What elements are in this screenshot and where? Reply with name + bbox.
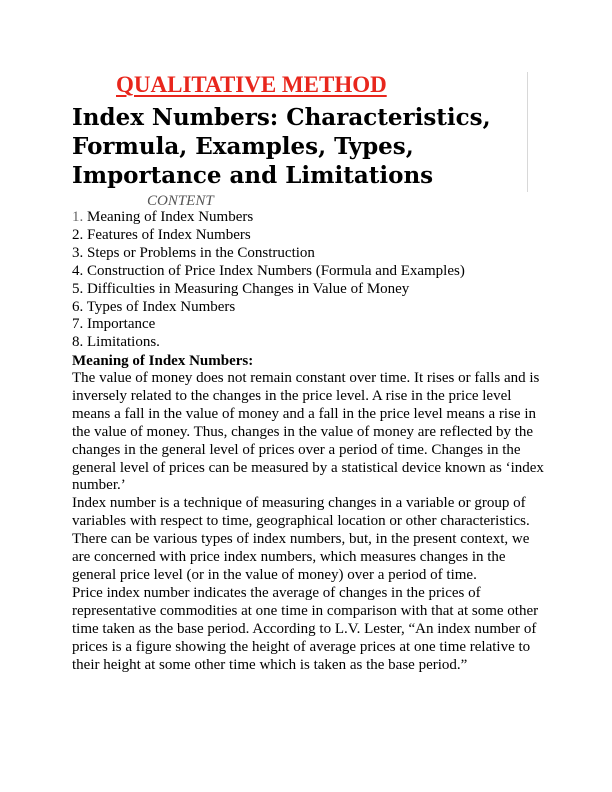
contents-item-number: 4. — [72, 262, 84, 279]
contents-item-text: Difficulties in Measuring Changes in Value of Money — [87, 280, 410, 297]
contents-item-number: 6. — [72, 298, 84, 315]
contents-list — [72, 209, 542, 352]
paragraph: Price index number indicates the average of changes in the prices of representative commodities at one time in comparison with that at some other time taken as the base period. According to L.V. Lester, “An index number of prices is a figure showing the height of average prices at one time relative to their height at some other time which is taken as the base period.” — [72, 584, 539, 673]
body-text — [72, 370, 544, 674]
page-title: Index Numbers: Characteristics, Formula, Examples, Types, Importance and Limitations — [72, 104, 491, 189]
contents-item — [72, 209, 542, 227]
contents-item — [72, 227, 542, 245]
paragraph: The value of money does not remain constant over time. It rises or falls and is inversely related to the changes in the price level. A rise in the price level means a fall in the value of money and a fall in the price level means a rise in the value of money. Thus, changes in the value of money are reflected by the changes in the general level of prices over a period of time. Changes in the general level of prices can be measured by a statistical device known as ‘index number.’ — [72, 370, 544, 494]
contents-item — [72, 316, 542, 334]
paragraph: Index number is a technique of measuring changes in a variable or group of variables with respect to time, geographical location or other characteristics. There can be various types of index numbers, but, in the present context, we are concerned with price index numbers, which measures changes in the general price level (or in the value of money) over a period of time. — [72, 495, 530, 583]
contents-item — [72, 263, 542, 281]
contents-item-text: Importance — [87, 316, 156, 333]
contents-item-text: Limitations. — [87, 334, 160, 351]
contents-label: CONTENT — [147, 193, 214, 209]
contents-item-text: Meaning of Index Numbers — [87, 209, 254, 225]
contents-item-text: Features of Index Numbers — [87, 226, 251, 243]
section-title: QUALITATIVE METHOD — [116, 72, 387, 97]
contents-item — [72, 281, 542, 299]
vertical-rule — [527, 72, 528, 192]
contents-item-number: 8. — [72, 334, 84, 351]
contents-item — [72, 245, 542, 263]
contents-item-number: 7. — [72, 316, 84, 333]
contents-item-text: Steps or Problems in the Construction — [87, 244, 315, 261]
contents-item-number: 1. — [72, 209, 84, 225]
contents-item — [72, 299, 542, 317]
contents-item-number: 5. — [72, 280, 84, 297]
contents-item-number: 2. — [72, 226, 84, 243]
meaning-heading: Meaning of Index Numbers: — [72, 353, 254, 369]
contents-item — [72, 334, 542, 352]
contents-item-number: 3. — [72, 244, 84, 261]
contents-item-text: Types of Index Numbers — [86, 298, 236, 315]
contents-item-text: Construction of Price Index Numbers (Formula and Examples) — [87, 262, 465, 279]
